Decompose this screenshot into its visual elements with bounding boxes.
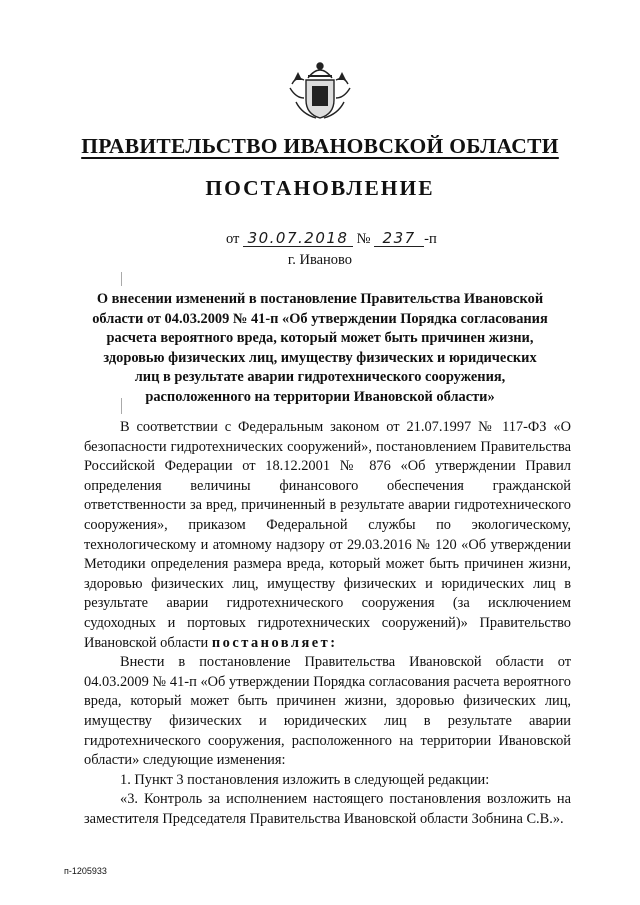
document-number: 237 <box>374 231 424 247</box>
city: г. Иваново <box>287 252 353 268</box>
document-date: 30.07.2018 <box>243 231 353 247</box>
margin-mark <box>121 272 122 286</box>
document-subject: О внесении изменений в постановление Правительства Ивановской области от 04.03.2009 № 41-п «Об утверждении Порядка согласования расчета вероятного вреда, который может быть причинен жизни, здоровью физических лиц, имуществу физических и юридических лиц в результате аварии гидротехнического сооружения, расположенного на территории Ивановской области» <box>92 291 548 405</box>
organization-title: ПРАВИТЕЛЬСТВО ИВАНОВСКОЙ ОБЛАСТИ <box>81 134 559 158</box>
date-number-line <box>226 231 437 248</box>
preamble-paragraph <box>84 418 571 653</box>
coat-of-arms-icon <box>286 58 354 126</box>
document-type: ПОСТАНОВЛЕНИЕ <box>205 176 435 200</box>
date-prefix: от <box>226 231 240 247</box>
number-suffix: -п <box>424 231 437 247</box>
preamble-text: В соответствии с Федеральным законом от 21.07.1997 № 117-ФЗ «О безопасности гидротехнических сооружений», постановлением Правительства Российской Федерации от 18.12.2001 № 876 «Об утверждении Правил определения величины финансового обеспечения гражданской ответственности за вред, причиненный в результате аварии гидротехнического сооружения», приказом Федеральной службы по экологическому, технологическому и атомному надзору от 29.03.2016 № 120 «Об утверждении Методики определения размера вреда, который может быть причинен жизни, здоровью физических лиц, имуществу физических и юридических лиц в результате аварии гидротехнического сооружения (за исключением судоходных и портовых гидротехнических сооружений)» Правительство Ивановской области <box>84 419 571 651</box>
paragraph-3: «3. Контроль за исполнением настоящего постановления возложить на заместителя Председателя Правительства Ивановской области Зобнина С.В.». <box>84 791 571 827</box>
document-code: п-1205933 <box>64 866 107 876</box>
paragraph-2: 1. Пункт 3 постановления изложить в следующей редакции: <box>120 771 490 788</box>
number-prefix: № <box>356 231 371 247</box>
margin-mark <box>121 398 122 414</box>
resolves-word: постановляет: <box>211 634 338 651</box>
document-body <box>84 418 571 829</box>
paragraph-1: Внести в постановление Правительства Ивановской области от 04.03.2009 № 41-п «Об утверждении Порядка согласования расчета вероятного вреда, который может быть причинен жизни, здоровью физических лиц, имуществу физических и юридических лиц в результате аварии гидротехнического сооружения, расположенного на территории Ивановской области» следующие изменения: <box>84 654 571 769</box>
